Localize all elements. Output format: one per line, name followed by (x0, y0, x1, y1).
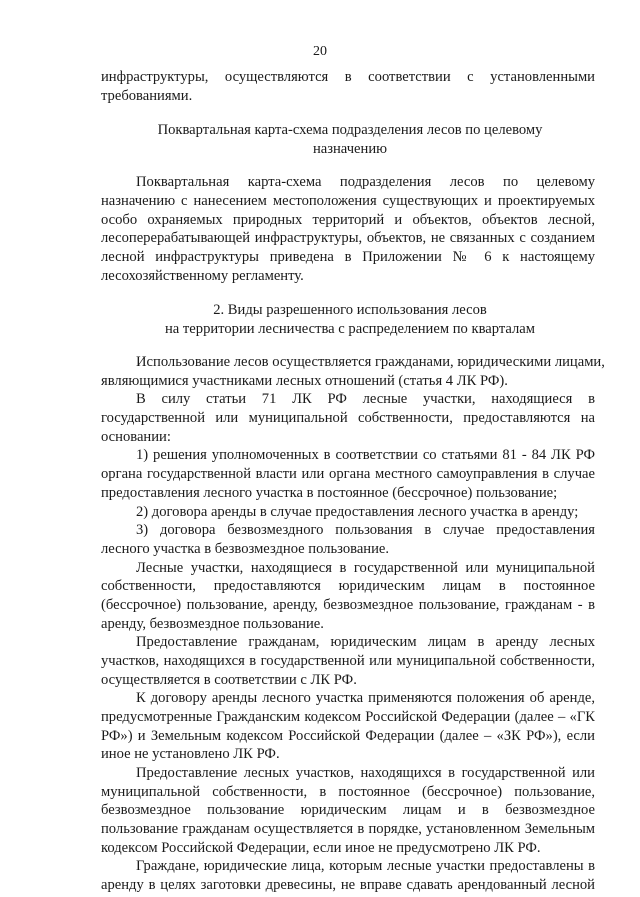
text-line: В силу статьи 71 ЛК РФ лесные участки, находящиеся в (136, 391, 595, 408)
text-line: Предоставление лесных участков, находящихся в государственной или (136, 764, 595, 781)
text-line: Предоставление гражданам, юридическим лицам в аренду лесных (136, 634, 595, 651)
text-line: кодексом Российской Федерации, если иное не предусмотрено ЛК РФ. (101, 839, 541, 856)
text-line: основании: (101, 428, 171, 445)
text-line: иное не установлено ЛК РФ. (101, 746, 280, 763)
text-line: пользование гражданам осуществляется в порядке, установленном Земельным (101, 821, 595, 837)
text-line: лесоперерабатывающей инфраструктуры, объектов, не связанных с созданием (101, 230, 595, 247)
section-heading: на территории лесничества с распределением по кварталам (164, 320, 536, 337)
text-line: Поквартальная карта-схема подразделения лесов по целевому (136, 174, 595, 191)
text-line: участков, находящихся в государственной или муниципальной собственности, (101, 652, 595, 669)
text-line: органа государственной власти или органа местного самоуправления в случае (101, 466, 595, 483)
text-line: лесохозяйственному регламенту. (101, 267, 304, 284)
text-line: Лесные участки, находящиеся в государственной или муниципальной (136, 559, 595, 576)
text-line: предоставления лесного участка в постоянное (бессрочное) пользование; (101, 484, 558, 501)
text-line: требованиями. (101, 87, 193, 104)
page-number: 20 (313, 44, 327, 59)
text-line: 3) договора безвозмездного пользования в случае предоставления (136, 522, 595, 539)
section-heading: 2. Виды разрешенного использования лесов (213, 302, 487, 318)
text-line: Использование лесов осуществляется гражданами, юридическими лицами, (136, 354, 605, 371)
text-line: лесной инфраструктуры приведена в Приложении № 6 к настоящему (101, 248, 595, 265)
text-line: инфраструктуры, осуществляются в соответствии с установленными (101, 69, 595, 85)
text-line: предусмотренные Гражданским кодексом Российской Федерации (далее – «ГК (101, 708, 595, 725)
text-line: безвозмездное пользование юридическим лицам и в безвозмездное (101, 802, 595, 819)
text-line: являющимися участниками лесных отношений (статья 4 ЛК РФ). (101, 372, 508, 389)
section-heading: Поквартальная карта-схема подразделения лесов по целевому (157, 122, 543, 139)
text-line: (бессрочное) пользование, аренду, безвозмездное пользование, гражданам - в (101, 596, 595, 613)
text-line: 1) решения уполномоченных в соответствии со статьями 81 - 84 ЛК РФ (136, 447, 595, 464)
text-line: аренду, безвозмездное пользование. (101, 615, 324, 632)
text-line: собственности, предоставляются юридическим лицам в постоянное (101, 578, 595, 595)
text-line: аренду в целях заготовки древесины, не вправе сдавать арендованный лесной (101, 877, 595, 893)
text-line: лесного участка в безвозмездное пользование. (101, 540, 390, 557)
text-line: К договору аренды лесного участка применяются положения об аренде, (136, 690, 595, 707)
text-line: особо охраняемых природных территорий и объектов, объектов лесной, (101, 211, 595, 228)
text-line: назначению с нанесением местоположения существующих и проектируемых (101, 192, 595, 209)
text-line: 2) договора аренды в случае предоставления лесного участка в аренду; (136, 503, 579, 520)
section-heading: назначению (312, 140, 388, 157)
text-line: муниципальной собственности, в постоянное (бессрочное) пользование, (101, 783, 595, 800)
text-line: осуществляется в соответствии с ЛК РФ. (101, 671, 357, 688)
text-line: РФ») и Земельным кодексом Российской Федерации (далее – «ЗК РФ»), если (101, 727, 595, 744)
text-line: Граждане, юридические лица, которым лесные участки предоставлены в (136, 858, 595, 875)
text-line: государственной или муниципальной собственности, предоставляются на (101, 410, 595, 427)
